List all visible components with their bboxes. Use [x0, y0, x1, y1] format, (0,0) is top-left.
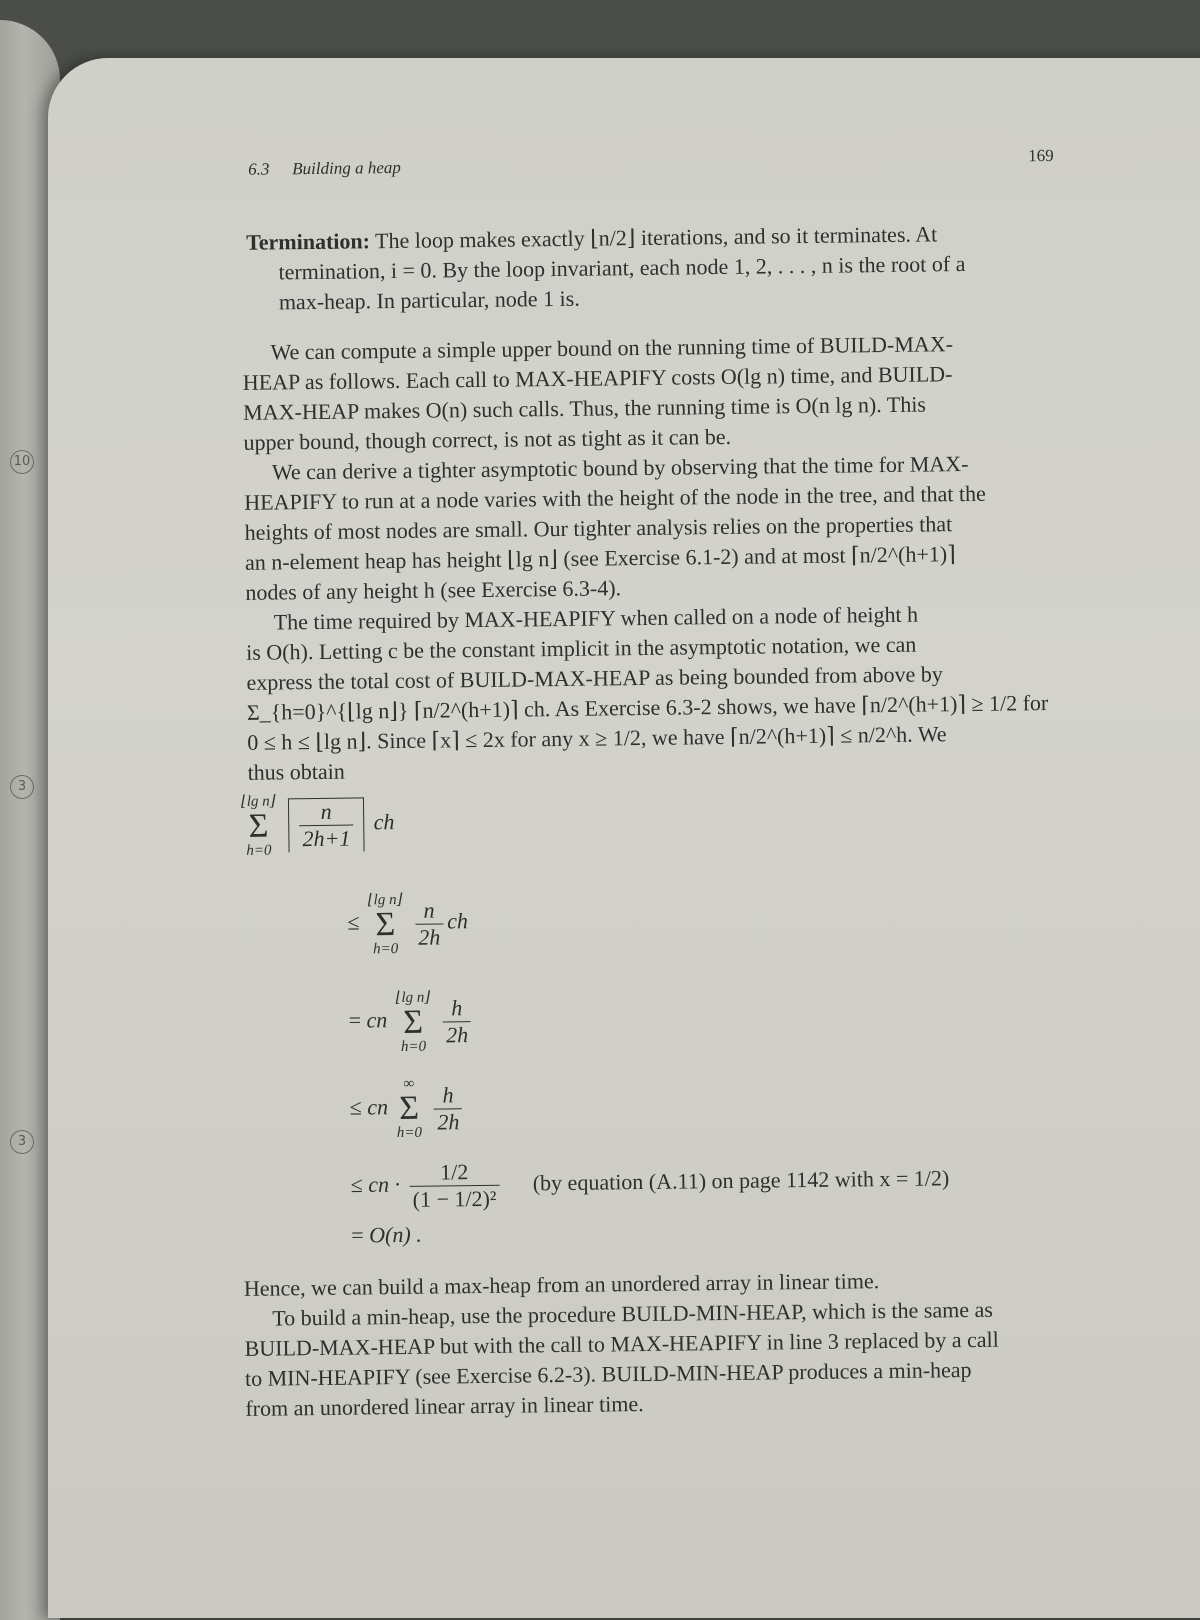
paragraph-line: Σ_{h=0}^{⌊lg n⌋} ⌈n/2^(h+1)⌉ ch. As Exercise 6.3-2 shows, we have ⌈n/2^(h+1)⌉ ≥ 1/2 for	[246, 690, 1049, 725]
paragraph-line: from an unordered linear array in linear time.	[245, 1391, 644, 1421]
section-title: Building a heap	[292, 157, 401, 179]
paragraph-line: heights of most nodes are small. Our tighter analysis relies on the properties that	[244, 511, 953, 545]
section-number: 6.3	[248, 159, 270, 179]
termination-line-3: max-heap. In particular, node 1 is.	[278, 285, 580, 315]
equation-reference: (by equation (A.11) on page 1142 with x = 1/2)	[532, 1164, 950, 1195]
paragraph-line: MAX-HEAP makes O(n) such calls. Thus, the running time is O(n lg n). This	[243, 391, 927, 425]
paragraph-line: To build a min-heap, use the procedure BUILD-MIN-HEAP, which is the same as	[272, 1296, 993, 1331]
margin-annotation: 3	[10, 1130, 34, 1154]
paragraph-line: We can derive a tighter asymptotic bound by observing that the time for MAX-	[271, 451, 969, 485]
fraction: $\frac{h}{2h}$	[434, 1082, 463, 1135]
paragraph-line: nodes of any height h (see Exercise 6.3-4).	[245, 575, 622, 605]
fraction: $\frac{n}{2h+1}$	[299, 799, 354, 853]
margin-annotation: 3	[10, 775, 34, 799]
fraction: $\frac{h}{2h}$	[443, 995, 472, 1048]
page-text	[230, 139, 1126, 1450]
sigma-symbol: Σ	[248, 807, 269, 845]
paragraph-line: Hence, we can build a max-heap from an unordered array in linear time.	[243, 1268, 880, 1301]
math-line-le-sum: ≤ ⌊lg n⌋ Σ h=0 $\frac{n}{2h}$ ch	[347, 891, 469, 958]
paragraph-line: is O(h). Letting c be the constant implicit in the asymptotic notation, we can	[245, 631, 917, 665]
paragraph-line: express the total cost of BUILD-MAX-HEAP as being bounded from above by	[246, 661, 943, 695]
paragraph-line: HEAPIFY to run at a node varies with the height of the node in the tree, and that the	[244, 480, 986, 515]
paragraph-line: an n-element heap has height ⌊lg n⌋ (see Exercise 6.1-2) and at most ⌈n/2^(h+1)⌉	[244, 541, 956, 575]
paragraph-line: We can compute a simple upper bound on the running time of BUILD-MAX-	[270, 331, 954, 365]
summation: ∞ Σ h=0	[396, 1075, 423, 1142]
paragraph-line: 0 ≤ h ≤ ⌊lg n⌋. Since ⌈x⌉ ≤ 2x for any x ≥ 1/2, we have ⌈n/2^(h+1)⌉ ≤ n/2^h. We	[247, 721, 947, 755]
math-line-le-cn-infinite-sum: ≤ cn ∞ Σ h=0 $\frac{h}{2h}$	[349, 1075, 466, 1142]
paragraph-line: upper bound, though correct, is not as tight as it can be.	[243, 423, 732, 455]
math-line-sum-ceiling: ⌊lg n⌋ Σ h=0 $\frac{n}{2h+1}$ ch	[240, 793, 395, 859]
fraction: $\frac{n}{2h}$	[415, 897, 444, 950]
ceiling-bracket	[288, 797, 365, 852]
margin-annotation: 10	[10, 450, 34, 474]
math-line-eq-cn-sum: = cn ⌊lg n⌋ Σ h=0 $\frac{h}{2h}$	[348, 987, 475, 1057]
termination-line-2: termination, i = 0. By the loop invariant, each node 1, 2, . . . , n is the root of a	[278, 251, 966, 285]
summation: ⌊lg n⌋ Σ h=0	[240, 793, 276, 859]
page-number: 169	[1028, 145, 1054, 166]
termination-label: Termination:	[245, 228, 371, 255]
paragraph-line: The time required by MAX-HEAPIFY when called on a node of height h	[273, 601, 919, 635]
fraction: $\frac{1/2}{\text{(1 − 1/2)²}}$	[409, 1159, 499, 1213]
termination-line-1	[246, 221, 937, 255]
summation: ⌊lg n⌋ Σ h=0	[395, 989, 431, 1055]
paragraph-line: to MIN-HEAPIFY (see Exercise 6.2-3). BUILD-MIN-HEAP produces a min-heap	[244, 1357, 972, 1391]
paragraph-line: HEAP as follows. Each call to MAX-HEAPIFY costs O(lg n) time, and BUILD-	[242, 361, 953, 395]
termination-text: The loop makes exactly ⌊n/2⌋ iterations, and so it terminates. At	[374, 221, 938, 254]
summation: ⌊lg n⌋ Σ h=0	[367, 891, 403, 958]
math-line-result: = O(n) .	[351, 1221, 422, 1248]
math-line-geometric: ≤ cn · $\frac{1/2}{\text{(1 − 1/2)²}}$ (by equation (A.11) on page 1142 with x = 1/2)	[350, 1159, 950, 1212]
paragraph-line: BUILD-MAX-HEAP but with the call to MAX-HEAPIFY in line 3 replaced by a call	[244, 1326, 999, 1361]
paragraph-line: thus obtain	[247, 758, 345, 785]
